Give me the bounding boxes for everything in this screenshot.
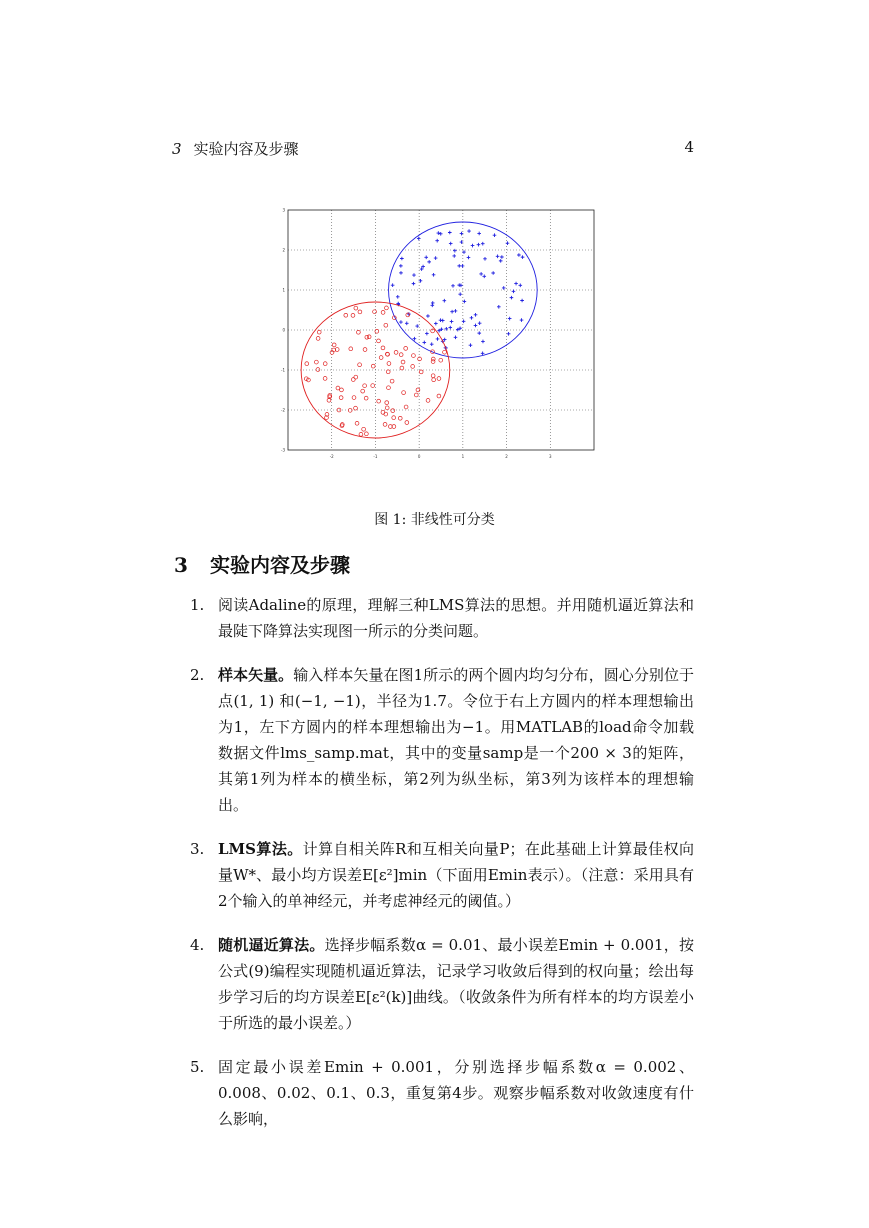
data-point-plus bbox=[399, 271, 403, 275]
data-point-plus bbox=[427, 260, 431, 264]
data-point-circle bbox=[316, 368, 320, 372]
data-point-plus bbox=[452, 254, 456, 258]
data-point-plus bbox=[500, 255, 504, 259]
data-point-plus bbox=[453, 249, 457, 253]
data-point-plus bbox=[454, 336, 458, 340]
running-head-section-title: 实验内容及步骤 bbox=[193, 140, 299, 158]
data-point-circle bbox=[364, 396, 368, 400]
data-point-plus bbox=[510, 296, 514, 300]
y-tick-label: 0 bbox=[282, 327, 285, 333]
data-point-plus bbox=[426, 314, 430, 318]
data-point-plus bbox=[482, 275, 486, 279]
data-point-plus bbox=[399, 264, 403, 268]
data-point-circle bbox=[398, 416, 402, 420]
x-tick-label: 0 bbox=[417, 454, 421, 459]
data-point-plus bbox=[430, 342, 434, 346]
data-point-circle bbox=[352, 396, 356, 400]
data-point-circle bbox=[387, 362, 391, 366]
data-point-plus bbox=[497, 305, 501, 309]
list-item-lead: LMS算法。 bbox=[218, 840, 303, 858]
running-head bbox=[172, 138, 694, 159]
data-point-circle bbox=[364, 432, 368, 436]
data-point-plus bbox=[499, 259, 503, 263]
data-point-circle bbox=[419, 370, 423, 374]
data-point-plus bbox=[391, 283, 395, 287]
data-point-circle bbox=[349, 347, 353, 351]
y-tick-label: 1 bbox=[282, 287, 285, 293]
y-tick-label: -2 bbox=[281, 407, 285, 413]
data-point-plus bbox=[481, 352, 485, 356]
data-point-circle bbox=[351, 313, 355, 317]
data-point-circle bbox=[340, 388, 344, 392]
list-item-text: 阅读Adaline的原理，理解三种LMS算法的思想。并用随机逼近算法和最陡下降算法实现图一所示的分类问题。 bbox=[218, 596, 694, 640]
data-point-plus bbox=[508, 317, 512, 321]
data-point-plus bbox=[449, 242, 453, 246]
data-point-plus bbox=[483, 257, 487, 261]
data-point-plus bbox=[514, 282, 518, 286]
data-point-circle bbox=[316, 337, 320, 341]
data-point-circle bbox=[381, 410, 385, 414]
data-point-plus bbox=[413, 337, 417, 341]
data-point-circle bbox=[385, 406, 389, 410]
list-item bbox=[190, 592, 694, 644]
data-point-plus bbox=[520, 318, 524, 322]
data-point-plus bbox=[507, 332, 511, 336]
data-point-plus bbox=[451, 284, 455, 288]
list-item-lead: 随机逼近算法。 bbox=[218, 936, 325, 954]
data-point-circle bbox=[385, 401, 389, 405]
data-point-plus bbox=[458, 292, 462, 296]
x-tick-label: 3 bbox=[549, 454, 552, 459]
data-point-circle bbox=[401, 360, 405, 364]
data-point-plus bbox=[424, 255, 428, 259]
data-point-plus bbox=[417, 237, 421, 241]
data-point-plus bbox=[517, 253, 521, 257]
data-point-plus bbox=[441, 319, 445, 323]
data-point-plus bbox=[396, 295, 400, 299]
data-point-circle bbox=[354, 306, 358, 310]
data-point-circle bbox=[392, 416, 396, 420]
data-point-plus bbox=[481, 340, 485, 344]
figure-caption: 图 1: 非线性可分类 bbox=[374, 512, 495, 528]
data-point-circle bbox=[317, 330, 321, 334]
y-tick-label: 3 bbox=[282, 207, 285, 213]
list-item bbox=[190, 1054, 694, 1132]
data-point-circle bbox=[437, 394, 441, 398]
data-point-circle bbox=[384, 323, 388, 327]
x-tick-label: 2 bbox=[505, 454, 508, 459]
data-point-circle bbox=[314, 360, 318, 364]
data-point-plus bbox=[470, 316, 474, 320]
x-tick-label: -1 bbox=[373, 454, 378, 459]
data-point-circle bbox=[332, 343, 336, 347]
list-item-number: 4. bbox=[190, 936, 205, 954]
data-point-circle bbox=[351, 378, 355, 382]
list-item-text: 输入样本矢量在图1所示的两个圆内均匀分布，圆心分别位于点(1, 1) 和(−1, −1)，半径为1.7。令位于右上方圆内的样本理想输出为1，左下方圆内的样本理想输出为−1。用MATLAB的load命令加载数据文件lms_samp.mat，其中的变量samp是一个200 × 3的矩阵，其第1列为样本的横坐标，第2列为纵坐标，第3列为该样本的理想输出。 bbox=[218, 666, 694, 814]
data-point-circle bbox=[416, 388, 420, 392]
data-point-plus bbox=[477, 243, 481, 247]
data-point-circle bbox=[323, 362, 327, 366]
data-point-plus bbox=[502, 286, 506, 290]
data-point-circle bbox=[404, 405, 408, 409]
data-point-circle bbox=[386, 370, 390, 374]
data-point-circle bbox=[437, 377, 441, 381]
page-number: 4 bbox=[684, 138, 694, 156]
y-tick-label: -1 bbox=[281, 367, 285, 373]
data-point-plus bbox=[448, 326, 452, 330]
data-point-plus bbox=[477, 232, 481, 236]
data-point-circle bbox=[371, 384, 375, 388]
x-tick-label: -2 bbox=[329, 454, 334, 459]
data-point-plus bbox=[474, 324, 478, 328]
data-point-plus bbox=[399, 320, 403, 324]
data-point-circle bbox=[381, 310, 385, 314]
data-point-plus bbox=[506, 241, 510, 245]
data-point-plus bbox=[439, 232, 443, 236]
data-point-circle bbox=[348, 408, 352, 412]
data-point-plus bbox=[432, 273, 436, 277]
list-item-number: 5. bbox=[190, 1058, 205, 1076]
data-point-circle bbox=[387, 386, 391, 390]
data-point-circle bbox=[399, 353, 403, 357]
data-point-circle bbox=[402, 391, 406, 395]
data-point-plus bbox=[435, 239, 439, 243]
list-item-number: 3. bbox=[190, 840, 205, 858]
data-point-plus bbox=[425, 332, 429, 336]
x-tick-label: 1 bbox=[461, 454, 465, 459]
data-point-plus bbox=[521, 255, 525, 259]
data-point-circle bbox=[431, 329, 435, 333]
data-point-plus bbox=[454, 309, 458, 313]
data-point-circle bbox=[404, 346, 408, 350]
data-point-circle bbox=[354, 406, 358, 410]
section-title: 实验内容及步骤 bbox=[210, 553, 350, 577]
figure-scatter-plot bbox=[272, 200, 602, 465]
data-point-circle bbox=[305, 362, 309, 366]
data-point-circle bbox=[355, 421, 359, 425]
data-point-circle bbox=[344, 313, 348, 317]
data-point-plus bbox=[422, 341, 426, 345]
data-point-plus bbox=[471, 244, 475, 248]
data-point-circle bbox=[377, 399, 381, 403]
list-item bbox=[190, 932, 694, 1036]
section-heading bbox=[174, 549, 350, 578]
data-point-plus bbox=[496, 254, 500, 258]
data-point-circle bbox=[400, 366, 404, 370]
data-point-circle bbox=[358, 363, 362, 367]
data-point-plus bbox=[434, 322, 438, 326]
data-point-circle bbox=[405, 421, 409, 425]
data-point-circle bbox=[361, 389, 365, 393]
data-point-plus bbox=[400, 257, 404, 261]
data-point-plus bbox=[469, 343, 473, 347]
y-tick-label: 2 bbox=[282, 247, 285, 253]
data-point-circle bbox=[394, 350, 398, 354]
list-item-text: 固定最小误差Emin + 0.001，分别选择步幅系数α = 0.002、0.008、0.02、0.1、0.3，重复第4步。观察步幅系数对收敛速度有什么影响， bbox=[218, 1058, 694, 1128]
list-item-lead: 样本矢量。 bbox=[218, 666, 294, 684]
data-point-circle bbox=[367, 335, 371, 339]
data-point-circle bbox=[390, 379, 394, 383]
data-point-plus bbox=[412, 282, 416, 286]
data-point-circle bbox=[339, 396, 343, 400]
data-point-plus bbox=[434, 256, 438, 260]
procedure-list bbox=[190, 592, 694, 1150]
list-item-number: 1. bbox=[190, 596, 205, 614]
data-point-circle bbox=[323, 377, 327, 381]
data-point-circle bbox=[377, 339, 381, 343]
data-point-circle bbox=[381, 346, 385, 350]
data-point-plus bbox=[450, 320, 454, 324]
data-point-circle bbox=[373, 310, 377, 314]
data-point-plus bbox=[461, 264, 465, 268]
data-point-plus bbox=[450, 310, 454, 314]
data-point-circle bbox=[411, 365, 415, 369]
data-point-plus bbox=[493, 233, 497, 237]
data-point-circle bbox=[358, 310, 362, 314]
data-point-circle bbox=[379, 356, 383, 360]
data-point-plus bbox=[436, 337, 440, 341]
list-item-text: 选择步幅系数α = 0.01、最小误差Emin + 0.001，按公式(9)编程实现随机逼近算法，记录学习收敛后得到的权向量；绘出每步学习后的均方误差E[ε²(k)]曲线。（收敛条件为所有样本的均方误差小于所选的最小误差。） bbox=[218, 936, 694, 1032]
data-point-plus bbox=[415, 324, 419, 328]
data-point-plus bbox=[518, 284, 522, 288]
scatter-plot bbox=[272, 200, 602, 465]
data-point-circle bbox=[362, 427, 366, 431]
data-point-plus bbox=[462, 320, 466, 324]
data-point-plus bbox=[520, 299, 524, 303]
data-point-plus bbox=[431, 301, 435, 305]
data-point-plus bbox=[481, 242, 485, 246]
data-point-circle bbox=[426, 399, 430, 403]
data-point-plus bbox=[467, 256, 471, 260]
data-point-plus bbox=[437, 231, 441, 235]
list-item-number: 2. bbox=[190, 666, 205, 684]
data-point-circle bbox=[363, 384, 367, 388]
data-point-plus bbox=[479, 272, 483, 276]
data-point-plus bbox=[448, 231, 452, 235]
y-tick-label: -3 bbox=[281, 447, 285, 453]
section-number: 3 bbox=[174, 553, 188, 577]
data-point-circle bbox=[383, 422, 387, 426]
data-point-circle bbox=[356, 330, 360, 334]
data-point-plus bbox=[477, 331, 481, 335]
data-point-plus bbox=[405, 321, 409, 325]
data-point-plus bbox=[474, 313, 478, 317]
data-point-circle bbox=[375, 329, 379, 333]
data-point-circle bbox=[385, 306, 389, 310]
data-point-circle bbox=[363, 348, 367, 352]
data-point-plus bbox=[491, 271, 495, 275]
running-head-section-number: 3 bbox=[172, 140, 182, 158]
data-point-plus bbox=[512, 290, 516, 294]
data-point-plus bbox=[478, 321, 482, 325]
data-point-circle bbox=[431, 374, 435, 378]
data-point-plus bbox=[457, 264, 461, 268]
data-point-circle bbox=[418, 357, 422, 361]
list-item bbox=[190, 662, 694, 818]
data-point-circle bbox=[391, 409, 395, 413]
data-point-plus bbox=[443, 299, 447, 303]
list-item bbox=[190, 836, 694, 914]
data-point-circle bbox=[439, 358, 443, 362]
data-point-circle bbox=[443, 350, 447, 354]
list-item-text: 计算自相关阵R和互相关向量P；在此基础上计算最佳权向量W*、最小均方误差E[ε²]min（下面用Emin表示）。（注意：采用具有2个输入的单神经元，并考虑神经元的阈值。） bbox=[218, 840, 695, 910]
data-point-circle bbox=[412, 354, 416, 358]
running-head-title bbox=[172, 138, 299, 159]
data-point-circle bbox=[414, 393, 418, 397]
data-point-circle bbox=[432, 378, 436, 382]
data-point-plus bbox=[443, 338, 447, 342]
data-point-plus bbox=[412, 273, 416, 277]
data-point-circle bbox=[336, 386, 340, 390]
data-point-circle bbox=[431, 357, 435, 361]
data-point-plus bbox=[462, 250, 466, 254]
data-point-plus bbox=[467, 229, 471, 233]
data-point-circle bbox=[359, 432, 363, 436]
data-point-circle bbox=[371, 364, 375, 368]
